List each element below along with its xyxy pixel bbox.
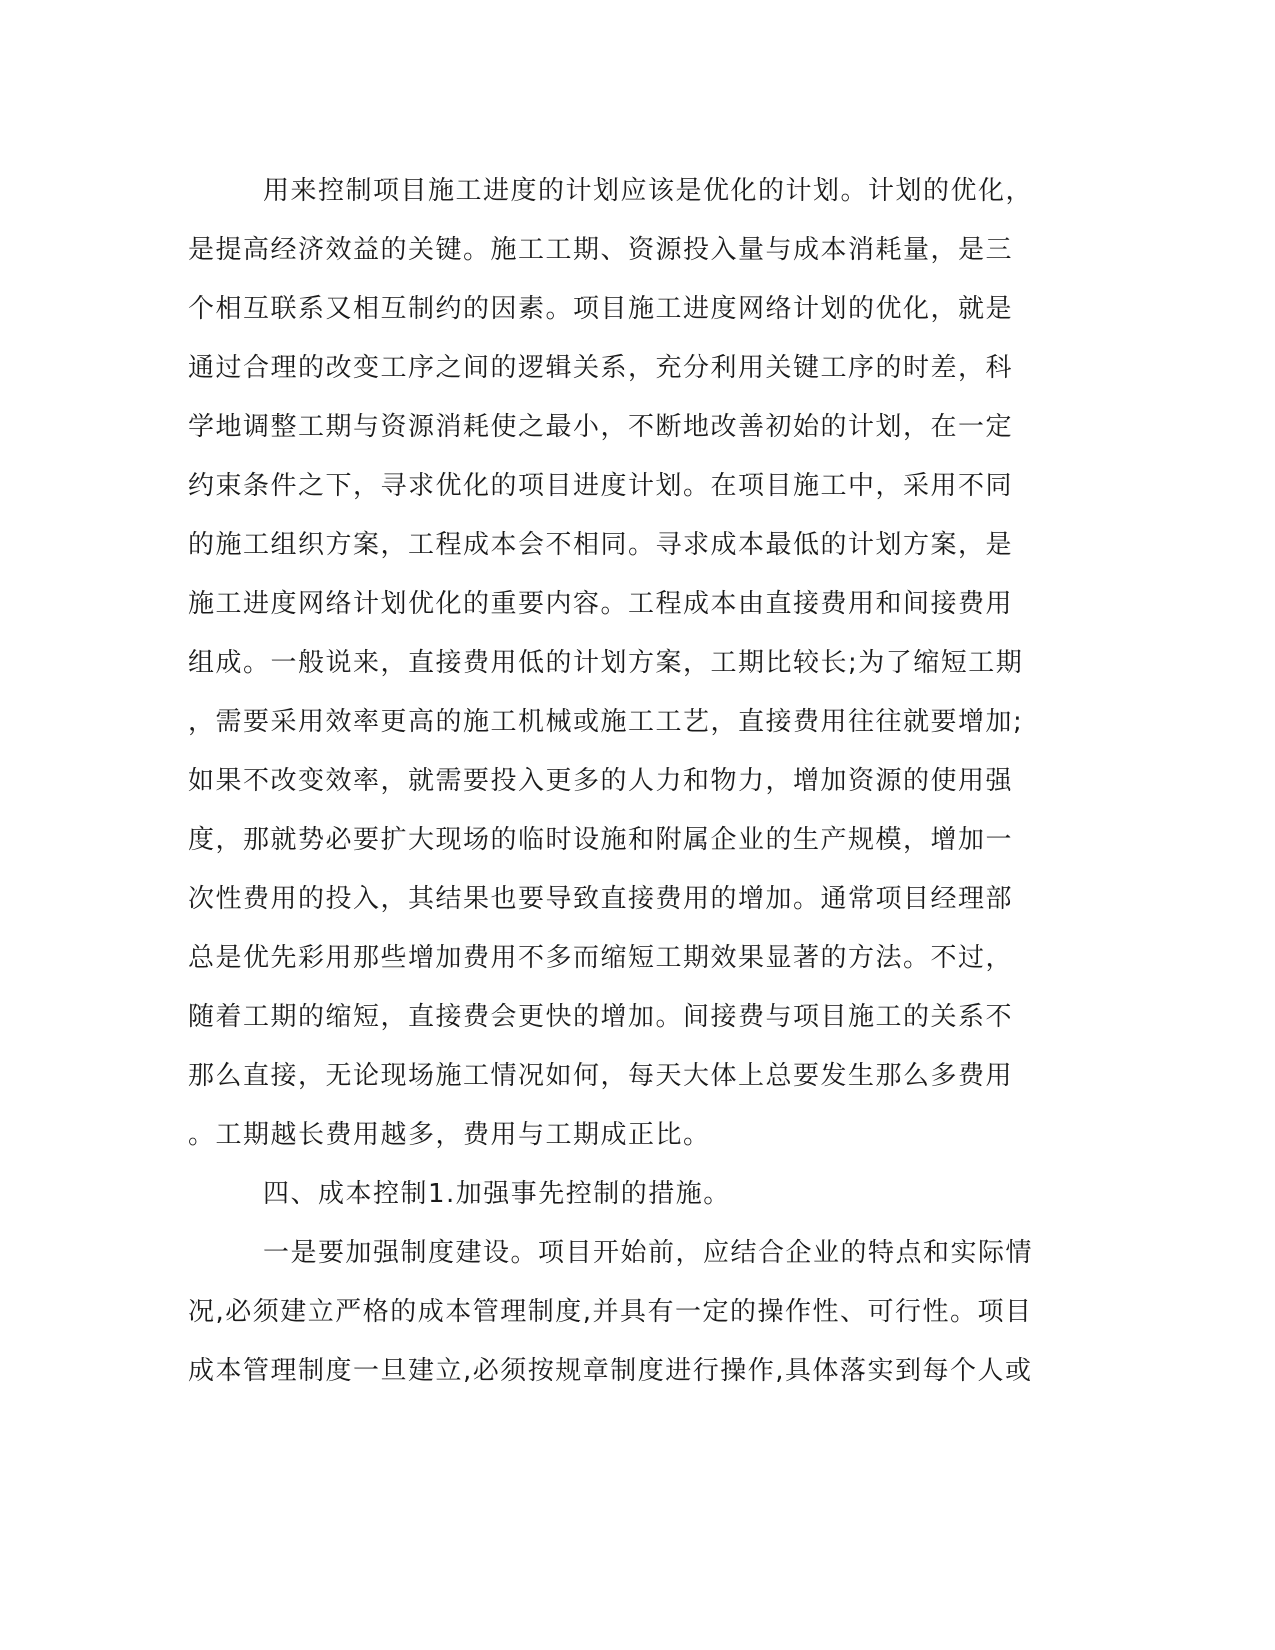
paragraph-1-line-8: 施工进度网络计划优化的重要内容。工程成本由直接费用和间接费用 bbox=[188, 589, 1014, 619]
paragraph-1-line-13: 次性费用的投入，其结果也要导致直接费用的增加。通常项目经理部 bbox=[188, 884, 1014, 914]
paragraph-1-line-14: 总是优先彩用那些增加费用不多而缩短工期效果显著的方法。不过， bbox=[188, 943, 1014, 973]
section-heading: 四、成本控制1.加强事先控制的措施。 bbox=[263, 1179, 731, 1209]
paragraph-1-line-11: 如果不改变效率，就需要投入更多的人力和物力，增加资源的使用强 bbox=[188, 766, 1014, 796]
paragraph-1-line-3: 个相互联系又相互制约的因素。项目施工进度网络计划的优化，就是 bbox=[188, 294, 1014, 324]
paragraph-1-line-15: 随着工期的缩短，直接费会更快的增加。间接费与项目施工的关系不 bbox=[188, 1002, 1014, 1032]
paragraph-1-line-5: 学地调整工期与资源消耗使之最小，不断地改善初始的计划，在一定 bbox=[188, 412, 1014, 442]
paragraph-1-line-9: 组成。一般说来，直接费用低的计划方案，工期比较长;为了缩短工期 bbox=[188, 648, 1024, 678]
paragraph-2-line-1: 一是要加强制度建设。项目开始前，应结合企业的特点和实际情 bbox=[263, 1238, 1034, 1268]
paragraph-1-line-7: 的施工组织方案，工程成本会不相同。寻求成本最低的计划方案，是 bbox=[188, 530, 1014, 560]
paragraph-1-line-2: 是提高经济效益的关键。施工工期、资源投入量与成本消耗量，是三 bbox=[188, 235, 1014, 265]
paragraph-1-line-12: 度，那就势必要扩大现场的临时设施和附属企业的生产规模，增加一 bbox=[188, 825, 1014, 855]
paragraph-1-line-16: 那么直接，无论现场施工情况如何，每天大体上总要发生那么多费用 bbox=[188, 1061, 1014, 1091]
paragraph-2-line-3: 成本管理制度一旦建立,必须按规章制度进行操作,具体落实到每个人或 bbox=[188, 1356, 1033, 1386]
paragraph-2-line-2: 况,必须建立严格的成本管理制度,并具有一定的操作性、可行性。项目 bbox=[188, 1297, 1033, 1327]
paragraph-1-line-17: 。工期越长费用越多，费用与工期成正比。 bbox=[188, 1120, 711, 1150]
paragraph-1-line-10: ，需要采用效率更高的施工机械或施工工艺，直接费用往往就要增加; bbox=[188, 707, 1024, 737]
paragraph-1-line-4: 通过合理的改变工序之间的逻辑关系，充分利用关键工序的时差，科 bbox=[188, 353, 1014, 383]
paragraph-1-line-1: 用来控制项目施工进度的计划应该是优化的计划。计划的优化， bbox=[263, 176, 1034, 206]
paragraph-1-line-6: 约束条件之下，寻求优化的项目进度计划。在项目施工中，采用不同 bbox=[188, 471, 1014, 501]
body-text bbox=[188, 162, 1068, 1401]
